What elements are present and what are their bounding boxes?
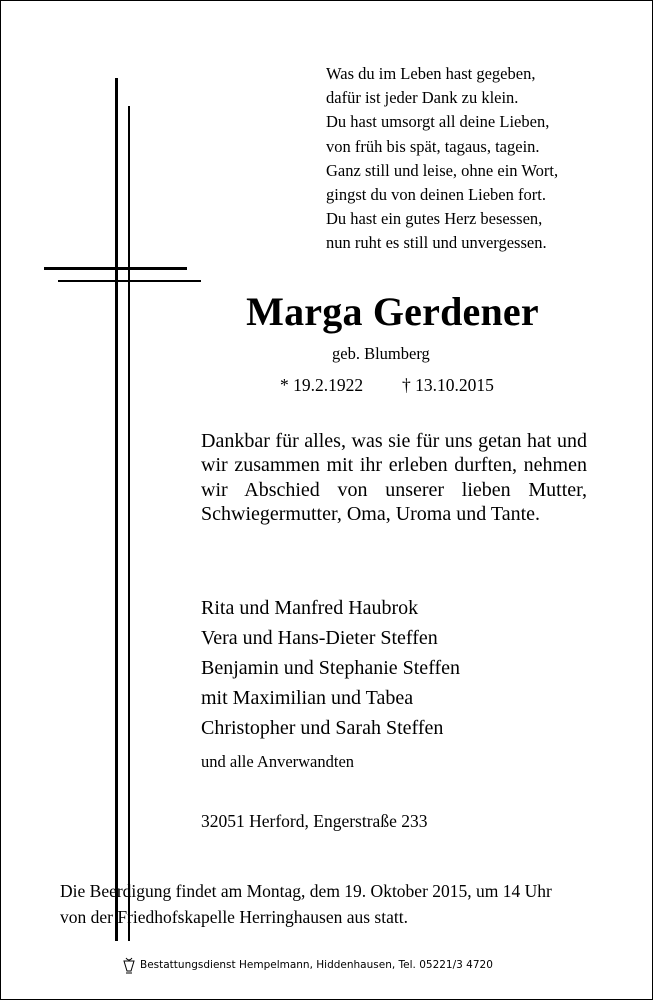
funeral-info	[60, 879, 552, 930]
mourners-list	[201, 593, 460, 743]
thanks-paragraph: Dankbar für alles, was sie für uns getan hat und wir zusammen mit ihr erleben durften, nehmen wir Abschied von unserer lieben Mutter, Schwiegermutter, Oma, Uroma und Tante.	[201, 430, 587, 525]
birth-date: * 19.2.1922	[280, 375, 364, 395]
funeral-line: Die Beerdigung findet am Montag, dem 19. Oktober 2015, um 14 Uhr	[60, 881, 552, 901]
funeral-home-footer	[123, 956, 493, 974]
poem	[326, 62, 558, 256]
poem-line: Ganz still und leise, ohne ein Wort,	[326, 160, 559, 180]
poem-line: von früh bis spät, tagaus, tagein.	[326, 136, 540, 156]
candle-icon	[123, 956, 135, 974]
death-date: † 13.10.2015	[402, 375, 494, 395]
poem-line: Was du im Leben hast gegeben,	[326, 64, 536, 83]
poem-line: Du hast umsorgt all deine Lieben,	[326, 112, 550, 132]
mourner-entry: Vera und Hans-Dieter Steffen	[201, 627, 438, 649]
mourner-entry: mit Maximilian und Tabea	[201, 687, 414, 709]
mourner-entry: Christopher und Sarah Steffen	[201, 717, 444, 739]
poem-line: Du hast ein gutes Herz besessen,	[326, 209, 543, 229]
mourner-entry: Benjamin und Stephanie Steffen	[201, 657, 461, 679]
funeral-home-text: Bestattungsdienst Hempelmann, Hiddenhausen, Tel. 05221/3 4720	[140, 959, 493, 971]
poem-line: dafür ist jeder Dank zu klein.	[326, 88, 519, 108]
poem-line: nun ruht es still und unvergessen.	[326, 233, 547, 253]
maiden-name: geb. Blumberg	[332, 344, 430, 363]
family-address: 32051 Herford, Engerstraße 233	[201, 811, 428, 831]
mourner-entry: Rita und Manfred Haubrok	[201, 597, 419, 619]
deceased-name: Marga Gerdener	[246, 289, 539, 334]
funeral-line: von der Friedhofskapelle Herringhausen aus statt.	[60, 906, 408, 927]
relatives-note: und alle Anverwandten	[201, 752, 355, 771]
poem-line: gingst du von deinen Lieben fort.	[326, 185, 546, 205]
